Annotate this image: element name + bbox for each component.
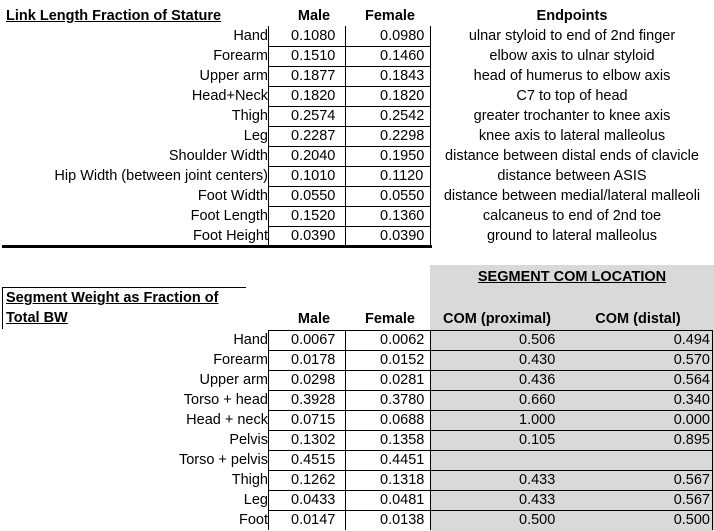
- com-section-title: SEGMENT COM LOCATION: [477, 269, 667, 285]
- link-row-label: Foot Height: [193, 228, 268, 244]
- link-row-female: 0.0550: [380, 188, 425, 204]
- link-row-endpoints: C7 to top of head: [516, 88, 628, 104]
- link-row-female: 0.1120: [380, 168, 424, 184]
- link-row-female: 0.1820: [380, 88, 425, 104]
- weight-title-border-top: [2, 287, 246, 288]
- weight-row-female: 0.0062: [380, 332, 425, 348]
- link-row-endpoints: ulnar styloid to end of 2nd finger: [468, 28, 676, 44]
- weight-row-label: Thigh: [231, 472, 268, 488]
- link-row-male: 0.1510: [291, 48, 336, 64]
- weight-row-male: 0.1302: [291, 432, 336, 448]
- weight-row-male: 0.0178: [291, 352, 336, 368]
- weight-row-female: 0.3780: [380, 392, 425, 408]
- weight-row-label: Pelvis: [229, 432, 268, 448]
- weight-row-label: Leg: [243, 492, 268, 508]
- weight-row-com-distal: 0.000: [673, 412, 710, 428]
- weight-row-male: 0.4515: [291, 452, 336, 468]
- link-table-bottom-border: [2, 245, 432, 248]
- link-row-male: 0.2040: [291, 148, 336, 164]
- link-grid-line: [268, 26, 269, 247]
- weight-row-male: 0.0298: [291, 372, 336, 388]
- weight-row-female: 0.0481: [380, 492, 425, 508]
- link-row-label: Shoulder Width: [168, 148, 268, 164]
- link-row-endpoints: knee axis to lateral malleolus: [478, 128, 666, 144]
- weight-row-female: 0.0152: [380, 352, 425, 368]
- link-row-label: Hand: [233, 28, 268, 44]
- link-row-label: Forearm: [213, 48, 268, 64]
- link-row-label: Head+Neck: [191, 88, 268, 104]
- link-row-male: 0.1820: [291, 88, 336, 104]
- weight-row-com-proximal: 0.506: [519, 332, 556, 348]
- link-row-male: 0.0390: [291, 228, 336, 244]
- weight-row-com-proximal: 0.500: [519, 512, 556, 528]
- weight-row-divider: [268, 350, 713, 351]
- weight-row-female: 0.0688: [380, 412, 425, 428]
- weight-row-female: 0.4451: [380, 452, 425, 468]
- weight-row-label: Hand: [233, 332, 268, 348]
- link-row-label: Foot Length: [190, 208, 268, 224]
- weight-row-female: 0.0138: [380, 512, 425, 528]
- link-row-female: 0.1950: [380, 148, 425, 164]
- link-row-label: Upper arm: [199, 68, 268, 84]
- weight-grid-line: [268, 330, 269, 530]
- link-grid-line: [345, 26, 346, 247]
- weight-row-com-proximal: 0.660: [519, 392, 556, 408]
- weight-row-divider: [268, 510, 713, 511]
- weight-row-male: 0.0715: [291, 412, 336, 428]
- weight-row-male: 0.0147: [291, 512, 336, 528]
- link-row-female: 0.2542: [380, 108, 425, 124]
- weight-row-divider: [268, 370, 713, 371]
- weight-row-female: 0.1358: [380, 432, 425, 448]
- weight-row-com-distal: 0.494: [673, 332, 710, 348]
- link-header-endpoints: Endpoints: [536, 8, 608, 24]
- weight-row-divider: [268, 470, 713, 471]
- link-row-male: 0.2287: [291, 128, 336, 144]
- link-row-endpoints: distance between medial/lateral malleoli: [443, 188, 701, 204]
- link-row-female: 0.2298: [380, 128, 425, 144]
- link-row-male: 0.1877: [291, 68, 336, 84]
- weight-header-com-proximal: COM (proximal): [443, 311, 551, 327]
- weight-grid-line: [430, 330, 431, 530]
- weight-row-label: Torso + pelvis: [178, 452, 268, 468]
- link-row-female: 0.1360: [380, 208, 425, 224]
- weight-row-com-proximal: 0.105: [519, 432, 556, 448]
- link-row-female: 0.0980: [380, 28, 425, 44]
- weight-grid-line: [712, 330, 713, 530]
- link-row-endpoints: ground to lateral malleolus: [486, 228, 658, 244]
- link-row-endpoints: calcaneus to end of 2nd toe: [482, 208, 662, 224]
- weight-row-divider: [268, 390, 713, 391]
- weight-row-female: 0.1318: [380, 472, 425, 488]
- link-table-title: Link Length Fraction of Stature: [6, 8, 222, 24]
- link-header-male: Male: [297, 8, 331, 24]
- weight-row-com-distal: 0.567: [673, 472, 710, 488]
- weight-row-divider: [268, 490, 713, 491]
- weight-table-title-line2: Total BW: [6, 310, 68, 326]
- weight-row-com-proximal: 0.433: [519, 472, 556, 488]
- link-row-endpoints: greater trochanter to knee axis: [473, 108, 671, 124]
- link-row-male: 0.1010: [291, 168, 336, 184]
- weight-row-label: Torso + head: [183, 392, 268, 408]
- weight-header-com-distal: COM (distal): [595, 311, 681, 327]
- link-row-endpoints: head of humerus to elbow axis: [473, 68, 671, 84]
- weight-row-divider: [268, 430, 713, 431]
- weight-row-divider: [268, 410, 713, 411]
- link-row-female: 0.1843: [380, 68, 425, 84]
- weight-row-com-distal: 0.500: [673, 512, 710, 528]
- link-row-label: Foot Width: [197, 188, 268, 204]
- weight-row-label: Forearm: [213, 352, 268, 368]
- weight-row-com-distal: 0.567: [673, 492, 710, 508]
- weight-row-male: 0.0433: [291, 492, 336, 508]
- link-header-female: Female: [365, 8, 415, 24]
- weight-row-label: Foot: [238, 512, 268, 528]
- weight-title-border-left: [2, 287, 3, 329]
- weight-header-male: Male: [297, 311, 331, 327]
- weight-row-male: 0.0067: [291, 332, 336, 348]
- weight-row-com-distal: 0.895: [673, 432, 710, 448]
- link-row-male: 0.1520: [291, 208, 336, 224]
- weight-row-label: Upper arm: [199, 372, 268, 388]
- link-row-label: Hip Width (between joint centers): [54, 168, 268, 184]
- link-row-male: 0.1080: [291, 28, 336, 44]
- weight-row-divider: [268, 330, 713, 331]
- link-grid-line: [430, 26, 431, 247]
- weight-row-com-proximal: 0.433: [519, 492, 556, 508]
- weight-row-com-proximal: 0.436: [519, 372, 556, 388]
- link-row-endpoints: distance between ASIS: [497, 168, 647, 184]
- weight-header-female: Female: [365, 311, 415, 327]
- link-row-female: 0.1460: [380, 48, 425, 64]
- weight-row-com-distal: 0.564: [673, 372, 710, 388]
- com-section-background: [430, 265, 714, 531]
- link-row-label: Leg: [243, 128, 268, 144]
- weight-row-com-proximal: 1.000: [519, 412, 556, 428]
- weight-row-male: 0.1262: [291, 472, 336, 488]
- link-row-endpoints: distance between distal ends of clavicle: [445, 148, 699, 164]
- weight-row-divider: [268, 450, 713, 451]
- link-row-endpoints: elbow axis to ulnar styloid: [489, 48, 655, 64]
- link-row-female: 0.0390: [380, 228, 425, 244]
- link-row-male: 0.0550: [291, 188, 336, 204]
- weight-row-com-distal: 0.340: [673, 392, 710, 408]
- link-row-male: 0.2574: [291, 108, 336, 124]
- weight-row-label: Head + neck: [186, 412, 268, 428]
- weight-row-com-proximal: 0.430: [519, 352, 556, 368]
- weight-row-male: 0.3928: [291, 392, 336, 408]
- weight-grid-line: [345, 330, 346, 530]
- link-row-label: Thigh: [231, 108, 268, 124]
- weight-row-com-distal: 0.570: [673, 352, 710, 368]
- weight-table-title-line1: Segment Weight as Fraction of: [6, 290, 219, 306]
- weight-row-female: 0.0281: [380, 372, 425, 388]
